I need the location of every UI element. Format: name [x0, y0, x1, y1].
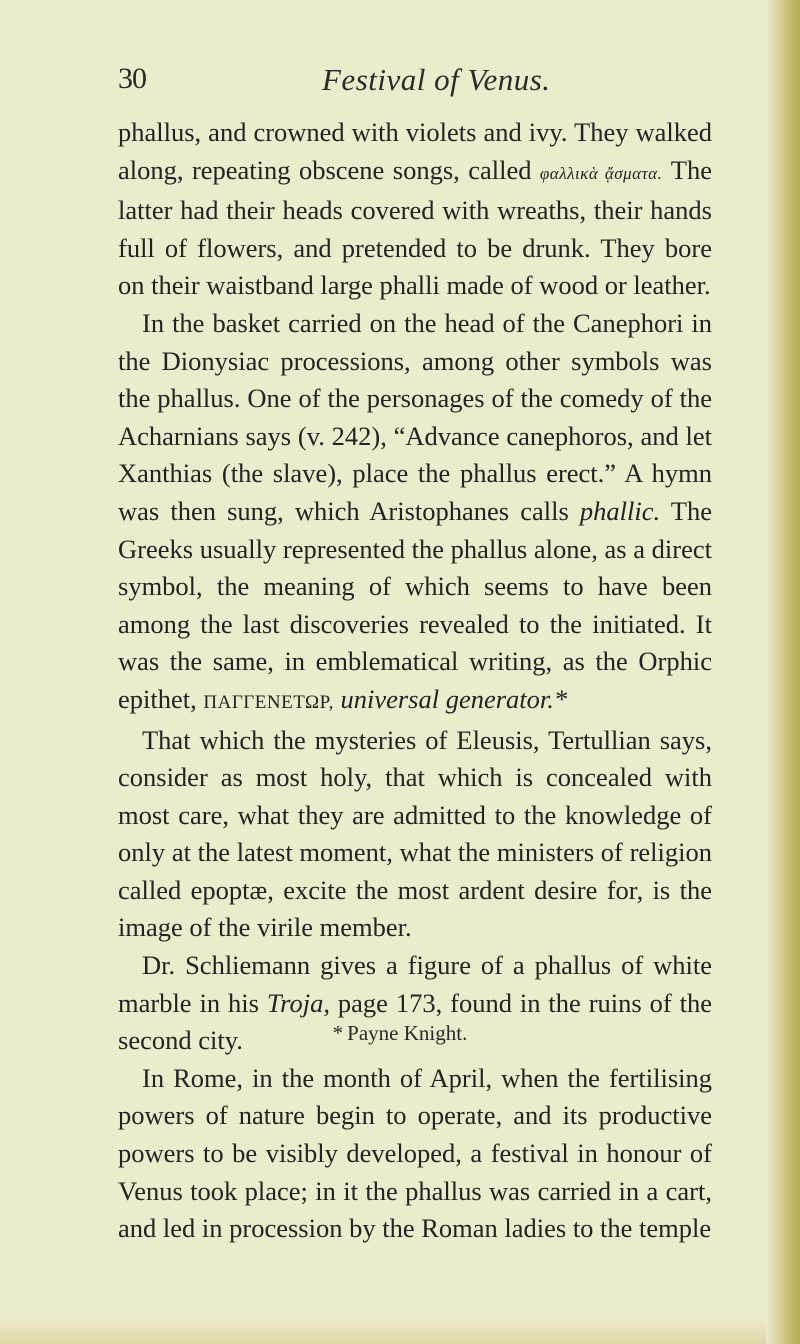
italic-text: universal generator.*: [340, 683, 568, 714]
footnote-text: Payne Knight.: [347, 1021, 468, 1045]
paragraph: [118, 722, 712, 948]
footnote-marker: *: [332, 1021, 344, 1045]
text-segment: The latter had their heads covered with wreaths, their hands full of flowers, and pretended to be drunk. They bore on their waistband large phalli made of wood or leather.: [118, 154, 712, 301]
footnote: [0, 1021, 800, 1046]
body-text: [118, 114, 712, 1248]
text-segment: That which the mysteries of Eleusis, Tertullian says, consider as most holy, that which is concealed with most care, what they are admitted to the knowledge of only at the latest moment, what the ministers of religion called epoptæ, excite the most ardent desire for, is the image of the virile member.: [118, 724, 712, 943]
text-segment: Dr. Schliemann gives a figure of a phallus of white marble in his: [118, 950, 712, 1018]
text-segment: The Greeks usually represented the phallus alone, as a direct symbol, the meaning of which seems to have been among the last discoveries revealed to the initiated. It was the same, in emblematical writing, as the Orphic epithet,: [118, 495, 712, 714]
greek-epithet: ΠΑΓΓΕΝΕΤΩΡ,: [203, 691, 334, 713]
paragraph: [118, 305, 712, 722]
page-header: [0, 62, 800, 106]
italic-text: phallic.: [579, 495, 661, 526]
paragraph: [118, 114, 712, 305]
text-segment: phallus, and crowned with violets and ivy. They walked along, repeating obscene songs, called: [118, 117, 712, 185]
italic-text: Troja,: [266, 987, 330, 1018]
page-number: 30: [118, 62, 146, 95]
paragraph: [118, 1060, 712, 1248]
text-segment: page 173, found in the ruins of the second city.: [118, 987, 712, 1056]
running-head: Festival of Venus.: [322, 62, 551, 97]
text-segment: In the basket carried on the head of the Canephori in the Dionysiac processions, among other symbols was the phallus. One of the personages of the comedy of the Acharnians says (v. 242), “Advance canephoros, and let Xanthias (the slave), place the phallus erect.” A hymn was then sung, which Aristophanes calls: [118, 307, 712, 526]
text-segment: In Rome, in the month of April, when the fertilising powers of nature begin to operate, and its productive powers to be visibly developed, a festival in honour of Venus took place; in it the phallus was carried in a cart, and led in procession by the Roman ladies to the temple: [118, 1062, 712, 1244]
greek-phrase: φαλλικὰ ᾄσματα.: [539, 163, 663, 183]
